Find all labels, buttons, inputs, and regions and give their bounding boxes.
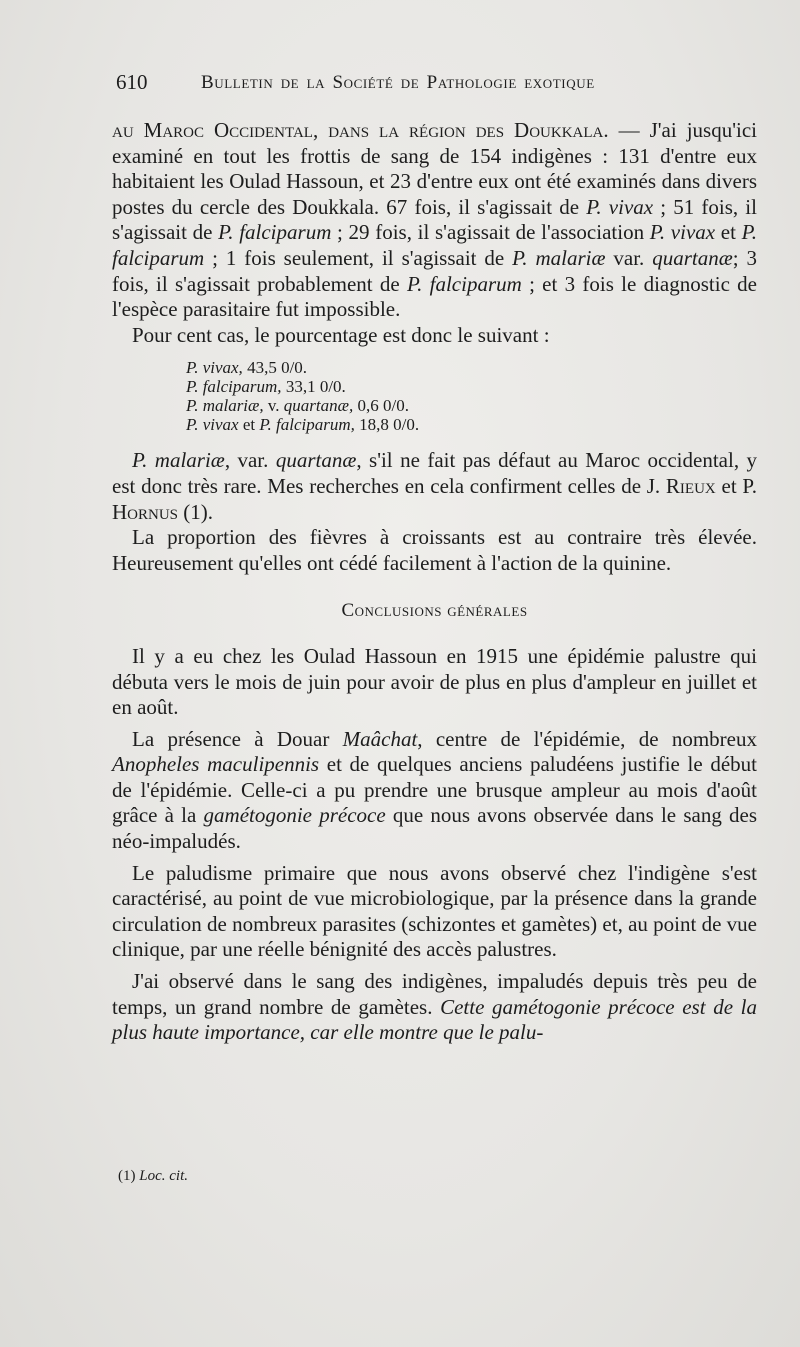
text-run: ; et 3 fois le diagnostic de l'espèce parasitaire fut impossible. bbox=[112, 271, 757, 322]
text-run: var. bbox=[605, 245, 653, 270]
percentage-value: 18,8 0/0. bbox=[359, 415, 420, 435]
text-run: La présence à Douar bbox=[132, 726, 343, 751]
paragraph-4: La proportion des fièvres à croissants est au contraire très élevée. Heureusement qu'elles ont cédé facilement à l'action de la quinine. bbox=[112, 525, 757, 575]
list-item bbox=[186, 377, 757, 396]
text-run: ; 3 fois, il s'agissait probablement de bbox=[112, 245, 758, 296]
italic-run: P. malariæ bbox=[132, 448, 225, 473]
percentage-value: 0,6 0/0. bbox=[357, 396, 409, 416]
paragraph-8 bbox=[112, 969, 757, 1046]
author-name: Rieux bbox=[665, 473, 716, 498]
paragraph-3 bbox=[112, 448, 757, 525]
text-run: (1). bbox=[178, 499, 214, 524]
species-name: P. vivax bbox=[186, 415, 239, 435]
species-name: P. malariæ, bbox=[186, 396, 264, 416]
species-name: P. falciparum, bbox=[259, 415, 355, 435]
paragraph-2: Pour cent cas, le pourcentage est donc le suivant : bbox=[132, 322, 550, 347]
italic-run: P. falciparum bbox=[407, 271, 522, 296]
species-name: quartanæ, bbox=[283, 396, 354, 416]
text-run: et bbox=[715, 220, 742, 245]
italic-run: P. falciparum bbox=[218, 220, 332, 245]
italic-run: gamétogonie précoce bbox=[203, 803, 386, 828]
paragraph-1 bbox=[112, 118, 757, 323]
italic-run: Anopheles maculipennis bbox=[112, 752, 320, 777]
text-run: ; 1 fois seulement, il s'agissait de bbox=[204, 245, 513, 270]
italic-run: Maâchat bbox=[342, 726, 418, 751]
percentage-list bbox=[186, 358, 757, 434]
text-run: ; 51 fois, il s'agissait de bbox=[112, 194, 757, 245]
footnote bbox=[118, 1168, 188, 1185]
text-run: — J'ai jusqu'ici examiné en tout les frottis de sang de 154 indigènes : 131 d'entre eux habitaient les Oulad Hassoun, et 23 d'entre eux ont été examinés dans divers postes du cercle des Doukkala. 67 fois, il s'agissait de bbox=[112, 118, 757, 219]
text-run: et P. bbox=[715, 473, 757, 498]
paragraph-lead: au Maroc Occidental, dans la région des Doukkala. bbox=[112, 118, 609, 142]
list-item bbox=[186, 396, 757, 415]
paragraph-5: Il y a eu chez les Oulad Hassoun en 1915 une épidémie palustre qui débuta vers le mois de juin pour avoir de plus en plus d'ampleur en juillet et en août. bbox=[112, 643, 757, 720]
text-run: J'ai observé dans le sang des indigènes, impaludés depuis très peu de temps, un grand nombre de gamètes. bbox=[112, 969, 757, 1019]
text-run: , centre de l'épidémie, de nombreux bbox=[417, 726, 757, 751]
italic-run: quartanæ bbox=[652, 245, 733, 270]
footnote-text: Loc. cit. bbox=[139, 1168, 188, 1184]
paragraph-7: Le paludisme primaire que nous avons observé chez l'indigène s'est caractérisé, au point de vue microbiologique, par la présence dans la grande circulation de nombreux parasites (schizontes et gamètes) et, au point de vue clinique, par une réelle bénignité des accès palustres. bbox=[112, 860, 757, 962]
connector-text: v. bbox=[267, 396, 280, 416]
text-run: que nous avons observée dans le sang des néo-impaludés. bbox=[112, 803, 758, 854]
body-text bbox=[112, 118, 757, 1046]
paragraph-6 bbox=[112, 727, 757, 855]
text-run: , var. bbox=[224, 448, 276, 473]
species-name: P. falciparum, bbox=[186, 377, 282, 397]
section-heading: Conclusions générales bbox=[341, 600, 528, 622]
running-title: Bulletin de la Société de Pathologie exotique bbox=[201, 72, 595, 93]
italic-run: P. falciparum bbox=[112, 220, 757, 270]
italic-run: P. vivax bbox=[649, 220, 716, 245]
text-run: ; 29 fois, il s'agissait de l'association bbox=[331, 220, 650, 245]
connector-text: et bbox=[242, 415, 256, 435]
list-item bbox=[186, 358, 757, 377]
text-run: et de quelques anciens paludéens justifie le début de l'épidémie. Celle-ci a pu prendre une brusque ampleur au mois d'août grâce à la bbox=[112, 752, 757, 828]
text-run: , s'il ne fait pas défaut au Maroc occidental, y est donc très rare. Mes recherches en cela confirment celles de J. bbox=[112, 448, 757, 498]
species-name: P. vivax, bbox=[186, 358, 243, 378]
percentage-value: 33,1 0/0. bbox=[285, 377, 346, 397]
page-header bbox=[116, 70, 676, 104]
author-name: Hornus bbox=[112, 499, 179, 524]
italic-run: Cette gamétogonie précoce est de la plus haute importance, car elle montre que le palu- bbox=[112, 994, 757, 1045]
percentage-value: 43,5 0/0. bbox=[247, 358, 308, 378]
italic-run: P. malariæ bbox=[512, 245, 606, 270]
italic-run: P. vivax bbox=[586, 194, 654, 219]
italic-run: quartanæ bbox=[275, 448, 357, 473]
list-item bbox=[186, 415, 757, 434]
page-number: 610 bbox=[116, 70, 148, 94]
footnote-mark: (1) bbox=[118, 1168, 140, 1184]
